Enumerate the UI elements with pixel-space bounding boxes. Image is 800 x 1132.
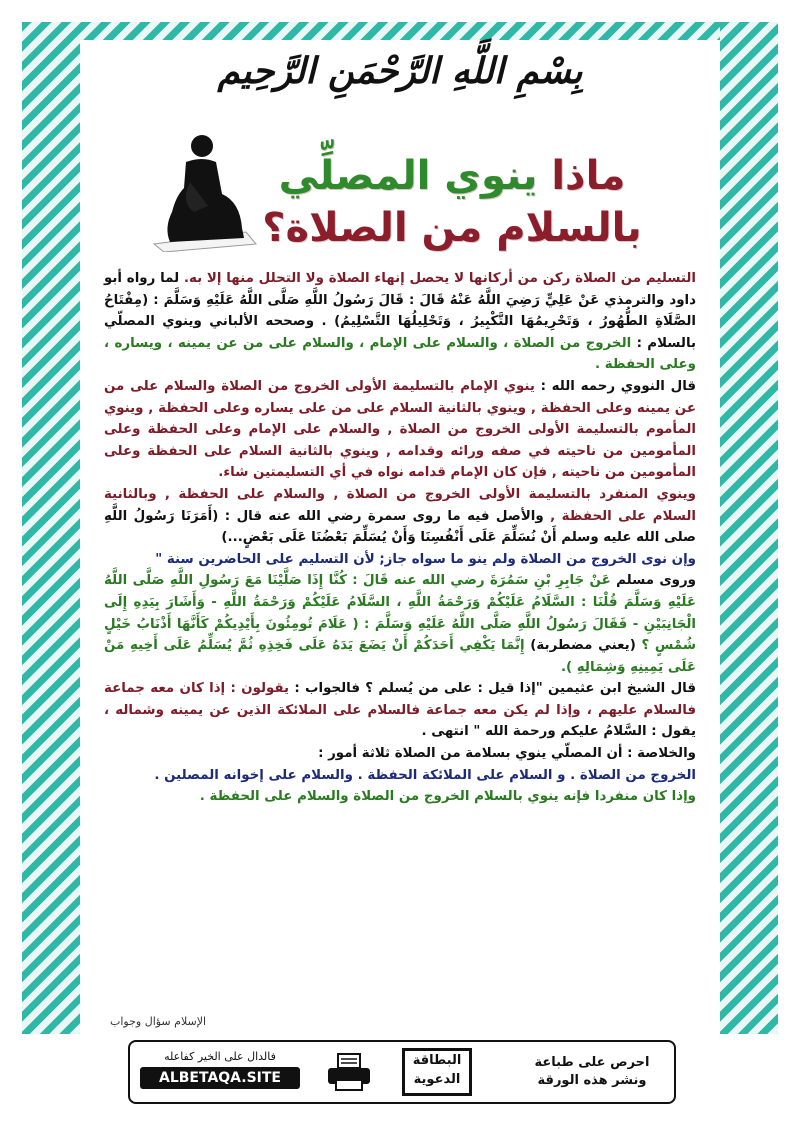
text-segment: الخروج من الصلاة . و السلام على الملائكة الحفظة . والسلام على إخوانه المصلين . (154, 767, 696, 783)
text-segment: والخلاصة : أن المصلّي ينوي بسلامة من الصلاة ثلاثة أمور : (318, 746, 696, 762)
text-segment: وروى مسلم (610, 573, 696, 589)
text-segment: لما رواه أبو داود والترمذي عَنْ عَلِيٍّ رَضِيَ اللَّهُ عَنْهُ قَالَ : قَالَ رَسُولُ اللَّهِ صَلَّى اللَّهُ عَلَيْهِ وَسَلَّمَ : (مِفْتَاحُ الصَّلَاةِ الطُّهُورُ ، وَتَحْرِيمُهَا التَّكْبِيرُ ، وَتَحْلِيلُهَا التَّسْلِيمُ) . وصححه الألباني (104, 271, 697, 330)
text-segment: الخروج من الصلاة ، والسلام على الإمام ، والسلام على من عن يمينه ، ويساره ، وعلى الحفظة . (104, 335, 696, 373)
paragraph (104, 765, 696, 787)
paragraph (104, 786, 696, 808)
frame-top-border (22, 22, 778, 40)
text-segment: يقولون : إذا كان معه جماعة فالسلام عليهم ، وإذا لم يكن معه جماعة فالسلام على الملائكة الذين عن يمينه وشماله ، (104, 681, 696, 718)
text-segment: إِنَّمَا يَكْفِي أَحَدَكُمْ أَنْ يَضَعَ يَدَهُ عَلَى فَخِذِهِ ثُمَّ يُسَلِّمُ عَلَى أَخِيهِ مَنْ عَلَى يَمِينِهِ وَشِمَالِهِ ). (104, 638, 696, 675)
text-segment: والأصل فيه ما روى سمرة رضي الله عنه قال : (أَمَرَنَا رَسُولُ اللَّهِ صلى الله عليه وسلم أَنْ نُسَلِّمَ عَلَى أَنْفُسِنَا وَأَنْ يُسَلِّمَ بَعْضُنَا عَلَى بَعْضٍ...) (104, 508, 696, 546)
text-segment: ينوي الإمام بالتسليمة الأولى الخروج من الصلاة والسلام على من عن يمينه وعلى الحفظة , وينوي بالثانية السلام على من على يساره وعلى الحفظة , وينوي المأموم بالتسليمة الأولى الخروج من الصلاة , والسلام على الإمام وعلى الحفظة وعلى المأمومين من ناحيته في صفه ورائه وقدامه , وينوي بالثانية السلام على الحفظة وعلى المأمومين من ناحيته , فإن كان الإمام قدامه نواه في أي التسليمتين شاء. (104, 378, 696, 481)
logo-line-1: البطاقة (412, 1053, 462, 1068)
footer-banner (128, 1040, 676, 1104)
footer-print-note (522, 1054, 662, 1090)
footer-site-link[interactable]: ALBETAQA.SITE (140, 1067, 300, 1089)
paragraph (104, 570, 696, 678)
text-segment: التسليم من الصلاة ركن من أركانها لا يحصل إنهاء الصلاة ولا التحلل منها إلا به. (179, 271, 696, 286)
paragraph (104, 743, 696, 765)
text-segment: قال الشيخ ابن عثيمين "إذا قيل : على من يُسلم ؟ فالجواب : (289, 681, 696, 697)
article-body (104, 268, 696, 808)
text-segment: يقول : السَّلامُ عليكم ورحمة الله " انتهى . (421, 724, 696, 740)
paragraph (104, 678, 696, 743)
title-line-1 (252, 150, 652, 202)
printer-icon (326, 1052, 372, 1092)
text-segment: (يعني مضطربة) (524, 638, 636, 654)
print-note-line-1: احرص على طباعة (534, 1055, 650, 1070)
text-segment: وينوي المنفرد بالتسليمة الأولى الخروج من الصلاة , والسلام على الحفظة , وبالثانية السلام على الحفظة , (104, 486, 696, 524)
footer-tagline: فالدال على الخير كفاعله (164, 1050, 276, 1063)
footer-logo (402, 1048, 472, 1096)
text-segment: وينوي المصلّي بالسلام : (104, 314, 696, 351)
paragraph (104, 268, 696, 376)
frame-left-border (22, 22, 80, 1034)
title-line-2: بالسلام من الصلاة؟ (262, 205, 642, 251)
text-segment: وإن نوى الخروج من الصلاة ولم ينو ما سواه جاز; لأن التسليم على الحاضرين سنة " (155, 551, 696, 567)
title-part-what: ماذا (537, 153, 626, 199)
text-segment: عَنْ جَابِرِ بْنِ سَمُرَةَ رضي الله عنه قَالَ : كُنَّا إِذَا صَلَّيْنَا مَعَ رَسُولِ اللَّهِ صَلَّى اللَّهُ عَلَيْهِ وَسَلَّمَ قُلْنَا : السَّلَامُ عَلَيْكُمْ وَرَحْمَةُ اللَّهِ ، السَّلَامُ عَلَيْكُمْ وَرَحْمَةُ اللَّهِ - وَأَشَارَ بِيَدِهِ إِلَى الْجَانِبَيْنِ - فَقَالَ رَسُولُ اللَّهِ صَلَّى اللَّهُ عَلَيْهِ وَسَلَّمَ : ( عَلَامَ تُومِئُونَ بِأَيْدِيكُمْ كَأَنَّهَا أَذْنَابُ خَيْلٍ شُمْسٍ ؟ (104, 573, 697, 654)
praying-person-icon (150, 132, 260, 252)
content-card (80, 40, 720, 1034)
source-credit: الإسلام سؤال وجواب (110, 1015, 207, 1028)
paragraph (104, 484, 696, 549)
footer-site-block (140, 1050, 300, 1089)
text-segment: وإذا كان منفردا فإنه ينوي بالسلام الخروج من الصلاة والسلام على الحفظة . (199, 789, 696, 805)
title-part-intends: ينوي المصلِّي (278, 153, 538, 199)
logo-line-2: الدعوية (413, 1072, 461, 1087)
paragraph (104, 549, 696, 571)
text-segment: قال النووي رحمه الله : (534, 378, 696, 394)
bismillah-calligraphy: بِسْمِ اللَّهِ الرَّحْمَنِ الرَّحِيم (217, 50, 583, 92)
paragraph (104, 376, 696, 484)
print-note-line-2: ونشر هذه الورقة (537, 1073, 647, 1088)
page-title (252, 150, 652, 254)
frame-right-border (720, 22, 778, 1034)
